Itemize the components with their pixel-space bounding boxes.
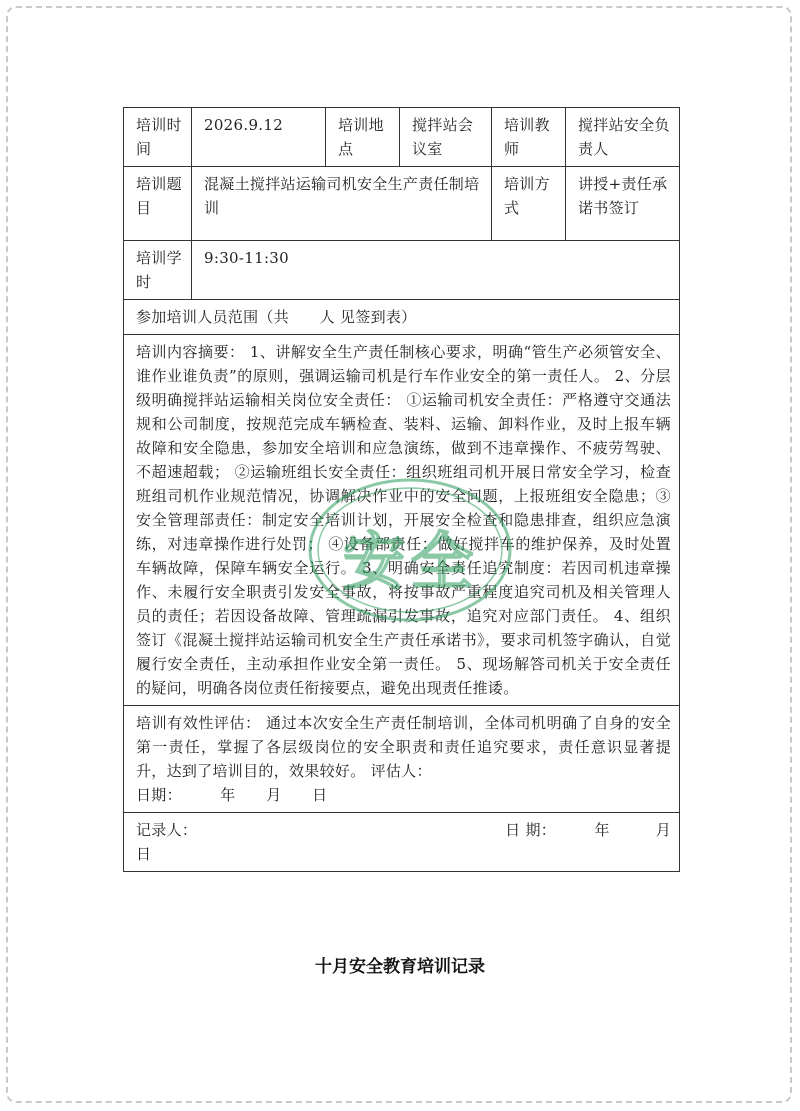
recorder-day: 日 xyxy=(136,845,152,863)
training-record-table xyxy=(123,107,680,872)
location-value: 搅拌站会议室 xyxy=(400,108,492,167)
hours-value: 9:30-11:30 xyxy=(192,241,680,300)
row-topic xyxy=(124,167,680,241)
location-label: 培训地点 xyxy=(326,108,400,167)
row-hours xyxy=(124,241,680,300)
participants-text: 参加培训人员范围（共 人 见签到表） xyxy=(124,300,680,335)
evaluation-cell xyxy=(124,706,680,813)
row-evaluation xyxy=(124,706,680,813)
method-value: 讲授+责任承诺书签订 xyxy=(566,167,680,241)
hours-label: 培训学时 xyxy=(124,241,192,300)
teacher-label: 培训教师 xyxy=(492,108,566,167)
evaluation-text: 培训有效性评估： 通过本次安全生产责任制培训，全体司机明确了自身的安全第一责任，掌握了各层级岗位的安全职责和责任追究要求，责任意识显著提升，达到了培训目的，效果较好。 评估人： xyxy=(136,714,671,780)
teacher-value: 搅拌站安全负责人 xyxy=(566,108,680,167)
time-label: 培训时间 xyxy=(124,108,192,167)
topic-label: 培训题目 xyxy=(124,167,192,241)
content-summary: 培训内容摘要： 1、讲解安全生产责任制核心要求，明确“管生产必须管安全、谁作业谁负责”的原则，强调运输司机是行车作业安全的第一责任人。 2、分层级明确搅拌站运输相关岗位安全责任： ①运输司机安全责任：严格遵守交通法规和公司制度，按规范完成车辆检查、装料、运输、卸料作业，及时上报车辆故障和安全隐患，参加安全培训和应急演练，做到不违章操作、不疲劳驾驶、不超速超载； ②运输班组长安全责任：组织班组司机开展日常安全学习，检查班组司机作业规范情况，协调解决作业中的安全问题，上报班组安全隐患；③安全管理部责任：制定安全培训计划，开展安全检查和隐患排查，组织应急演练，对违章操作进行处罚； ④设备部责任：做好搅拌车的维护保养，及时处置车辆故障，保障车辆安全运行。 3、明确安全责任追究制度：若因司机违章操作、未履行安全职责引发安全事故，将按事故严重程度追究司机及相关管理人员的责任；若因设备故障、管理疏漏引发事故，追究对应部门责任。 4、组织签订《混凝土搅拌站运输司机安全生产责任承诺书》，要求司机签字确认，自觉履行安全责任，主动承担作业安全第一责任。 5、现场解答司机关于安全责任的疑问，明确各岗位责任衔接要点，避免出现责任推诿。 xyxy=(124,335,680,706)
row-content xyxy=(124,335,680,706)
footer-title: 十月安全教育培训记录 xyxy=(315,957,485,977)
topic-value: 混凝土搅拌站运输司机安全生产责任制培训 xyxy=(192,167,492,241)
method-label: 培训方式 xyxy=(492,167,566,241)
row-recorder xyxy=(124,813,680,872)
time-value: 2026.9.12 xyxy=(192,108,326,167)
evaluation-date: 日期： 年 月 日 xyxy=(136,786,328,804)
row-header xyxy=(124,108,680,167)
row-participants xyxy=(124,300,680,335)
recorder-cell xyxy=(124,813,680,872)
recorder-label: 记录人： xyxy=(136,821,198,839)
recorder-date: 日 期： 年 月 xyxy=(505,821,671,839)
stamp-text: 安全 xyxy=(342,525,479,598)
